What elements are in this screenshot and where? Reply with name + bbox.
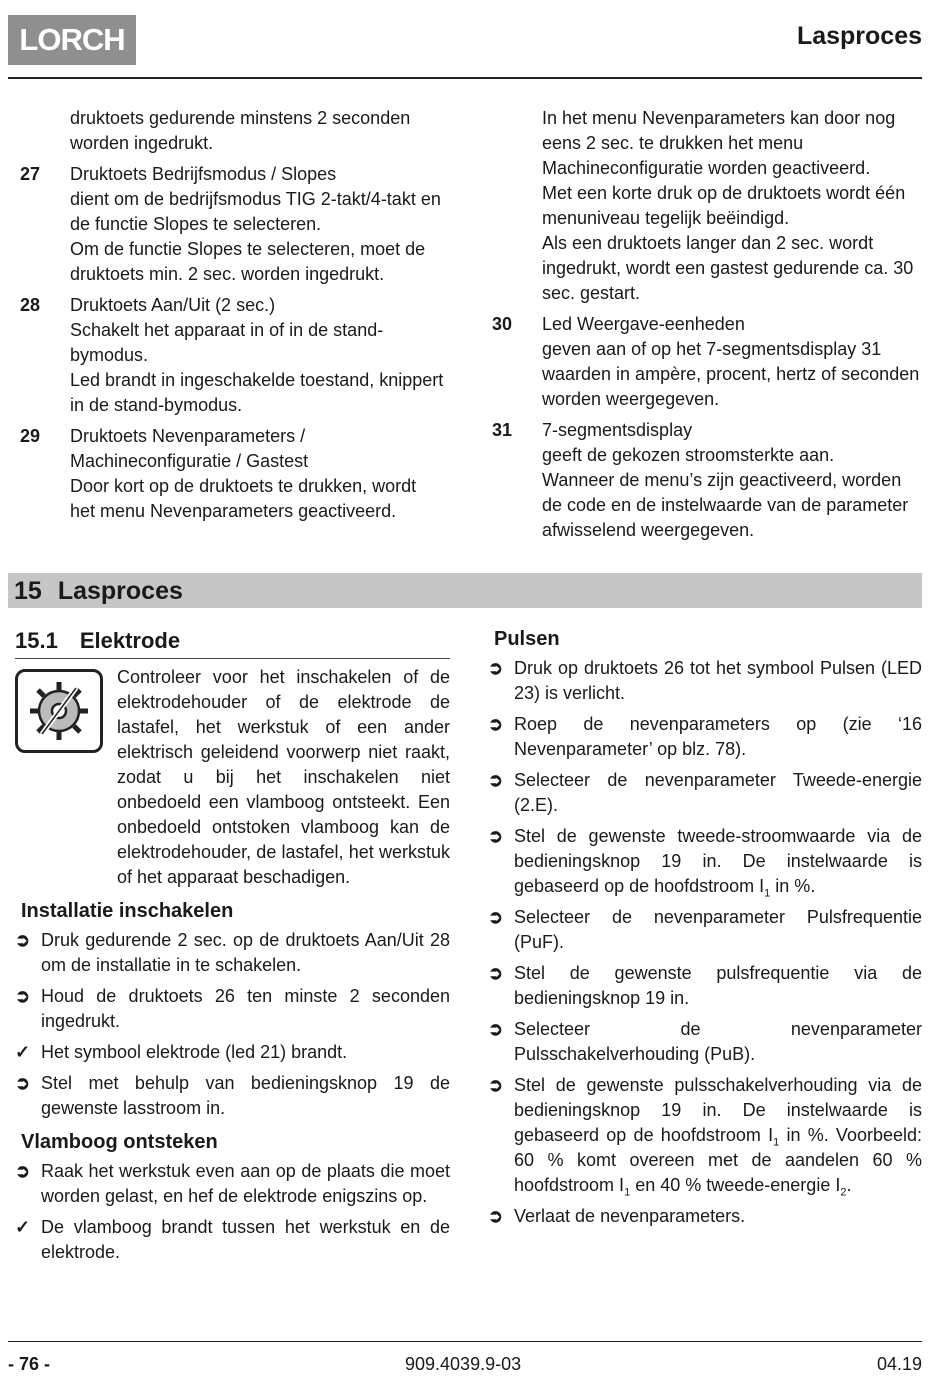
document-date: 04.19 <box>876 1354 922 1374</box>
step-bullet <box>15 928 450 978</box>
arrow-step-icon: ➲ <box>15 986 31 1006</box>
item-number: 28 <box>20 295 41 315</box>
step-bullet <box>488 656 922 706</box>
step-bullet <box>488 712 922 762</box>
item-description: Door kort op de druktoets te drukken, wordt het menu Nevenparameters geactiveerd. <box>70 476 417 521</box>
arrow-step-icon: ➲ <box>15 930 31 950</box>
check-result-icon: ✓ <box>15 1217 31 1237</box>
step-bullet <box>488 824 922 899</box>
bullet-text: Selecteer de nevenparameter Pulsschakelverhouding (PuB). <box>514 1019 922 1064</box>
bullet-text: Houd de druktoets 26 ten minste 2 seconden ingedrukt. <box>41 986 450 1031</box>
bullet-text: Druk gedurende 2 sec. op de druktoets Aan/Uit 28 om de installatie in te schakelen. <box>41 930 450 975</box>
item-number: 29 <box>20 426 41 446</box>
gear-warning-icon <box>15 669 103 753</box>
subscript: 1 <box>773 1136 780 1149</box>
arrow-step-icon: ➲ <box>488 826 504 846</box>
subsection-number: 15.1 <box>15 628 58 653</box>
arrow-step-icon: ➲ <box>15 1161 31 1181</box>
continued-text: Met een korte druk op de druktoets wordt één menuniveau tegelijk beëindigd. <box>542 183 906 228</box>
item-description: geeft de gekozen stroomsterkte aan. <box>542 445 835 465</box>
step-bullet <box>15 1071 450 1121</box>
arrow-step-icon: ➲ <box>488 1019 504 1039</box>
top-left-column <box>20 106 446 530</box>
bullet-text: Stel de gewenste pulsschakelverhouding via de bedieningsknop 19 in. De instelwaarde is gebaseerd op de hoofdstroom I <box>514 1075 922 1145</box>
item-description: Om de functie Slopes te selecteren, moet de druktoets min. 2 sec. worden ingedrukt. <box>70 239 426 284</box>
bullet-text: . <box>846 1175 852 1195</box>
numbered-item <box>492 312 922 412</box>
section-heading <box>8 573 922 608</box>
item-description: geven aan of op het 7-segmentsdisplay 31 waarden in ampère, procent, hertz of seconden worden weergegeven. <box>542 339 920 409</box>
warning-note <box>15 665 450 890</box>
bottom-right-column <box>488 626 922 1235</box>
document-number: 909.4039.9-03 <box>405 1354 522 1374</box>
continued-text: druktoets gedurende minstens 2 seconden worden ingedrukt. <box>70 108 411 153</box>
bullet-text: Selecteer de nevenparameter Tweede-energie (2.E). <box>514 770 922 815</box>
bullet-text: in %. Voorbeeld: 60 % komt overeen met de aandelen 60 % hoofdstroom I <box>514 1125 922 1195</box>
bullet-text: Stel de gewenste tweede-stroomwaarde via de bedieningsknop 19 in. De instelwaarde is gebaseerd op de hoofdstroom I <box>514 826 922 896</box>
item-description: Led brandt in ingeschakelde toestand, knippert in de stand-bymodus. <box>70 370 444 415</box>
continued-text: Als een druktoets langer dan 2 sec. wordt ingedrukt, wordt een gastest gedurende ca. 30 sec. gestart. <box>542 233 914 303</box>
numbered-item <box>492 418 922 543</box>
bullet-text: Selecteer de nevenparameter Pulsfrequentie (PuF). <box>514 907 922 952</box>
item-title: Druktoets Nevenparameters / Machineconfiguratie / Gastest <box>70 426 309 471</box>
arrow-step-icon: ➲ <box>488 658 504 678</box>
arrow-step-icon: ➲ <box>488 963 504 983</box>
subsection-title: Elektrode <box>79 628 181 653</box>
page-number: - 76 - <box>8 1354 51 1374</box>
bullet-text: in %. <box>770 876 816 896</box>
arrow-step-icon: ➲ <box>488 1075 504 1095</box>
step-bullet <box>488 1204 922 1229</box>
page-header-title: Lasproces <box>796 22 922 50</box>
subsection-heading <box>15 626 450 659</box>
procedure-heading: Vlamboog ontsteken <box>21 1131 218 1153</box>
bullet-text: Druk op druktoets 26 tot het symbool Pulsen (LED 23) is verlicht. <box>514 658 922 703</box>
item-number: 31 <box>492 420 513 440</box>
subscript: 1 <box>764 887 771 900</box>
item-title: 7-segmentsdisplay <box>542 420 693 440</box>
check-result-icon: ✓ <box>15 1042 31 1062</box>
bullet-text: Stel de gewenste pulsfrequentie via de bedieningsknop 19 in. <box>514 963 922 1008</box>
numbered-item <box>20 162 446 287</box>
arrow-step-icon: ➲ <box>488 907 504 927</box>
numbered-item <box>20 293 446 418</box>
item-description: Schakelt het apparaat in of in de stand-bymodus. <box>70 320 384 365</box>
step-bullet <box>15 984 450 1034</box>
subscript: 2 <box>840 1186 847 1199</box>
bullet-text: De vlamboog brandt tussen het werkstuk en de elektrode. <box>41 1217 450 1262</box>
bullet-text: Verlaat de nevenparameters. <box>514 1206 746 1226</box>
continued-text: In het menu Nevenparameters kan door nog eens 2 sec. te drukken het menu Machineconfiguratie worden geactiveerd. <box>542 108 896 178</box>
lorch-logo: LORCH <box>8 15 136 65</box>
arrow-step-icon: ➲ <box>488 714 504 734</box>
bullet-text: Het symbool elektrode (led 21) brandt. <box>41 1042 348 1062</box>
item-title: Druktoets Bedrijfsmodus / Slopes <box>70 164 337 184</box>
step-bullet <box>488 768 922 818</box>
item-title: Led Weergave-eenheden <box>542 314 745 334</box>
step-bullet <box>488 1073 922 1198</box>
section-number: 15 <box>14 577 42 605</box>
procedure-list <box>488 656 922 1229</box>
item-description: dient om de bedrijfsmodus TIG 2-takt/4-takt en de functie Slopes te selecteren. <box>70 189 441 234</box>
procedure-heading: Installatie inschakelen <box>21 900 234 922</box>
section-title: Lasproces <box>57 577 183 605</box>
footer-divider <box>8 1341 922 1342</box>
warning-text: Controleer voor het inschakelen of de elektrodehouder of de elektrode de lastafel, het werkstuk of een ander elektrisch geleidend voorwerp niet raakt, zodat u bij het inschakelen niet onbedoeld een vlamboog ontsteekt. Een onbedoeld ontstoken vlamboog kan de elektrodehouder, de lastafel, het werkstuk of het apparaat beschadigen. <box>117 667 450 887</box>
numbered-item <box>20 424 446 524</box>
header-divider <box>8 77 922 79</box>
step-bullet <box>488 961 922 1011</box>
step-bullet <box>488 1017 922 1067</box>
bullet-text: Roep de nevenparameters op (zie ‘16 Nevenparameter’ op blz. 78). <box>514 714 922 759</box>
subscript: 1 <box>624 1186 631 1199</box>
result-bullet <box>15 1215 450 1265</box>
arrow-step-icon: ➲ <box>488 770 504 790</box>
item-description: Wanneer de menu’s zijn geactiveerd, worden de code en de instelwaarde van de parameter afwisselend weergegeven. <box>542 470 909 540</box>
arrow-step-icon: ➲ <box>488 1206 504 1226</box>
bottom-left-column <box>15 626 450 1271</box>
item-number: 27 <box>20 164 41 184</box>
procedure-heading: Pulsen <box>494 628 560 650</box>
item-title: Druktoets Aan/Uit (2 sec.) <box>70 295 276 315</box>
step-bullet <box>488 905 922 955</box>
step-bullet <box>15 1159 450 1209</box>
procedure-list <box>15 1159 450 1265</box>
item-number: 30 <box>492 314 513 334</box>
arrow-step-icon: ➲ <box>15 1073 31 1093</box>
bullet-text: Raak het werkstuk even aan op de plaats die moet worden gelast, en hef de elektrode enigszins op. <box>41 1161 450 1206</box>
procedure-list <box>15 928 450 1121</box>
bullet-text: en 40 % tweede-energie I <box>630 1175 841 1195</box>
result-bullet <box>15 1040 450 1065</box>
top-right-column <box>492 106 922 549</box>
bullet-text: Stel met behulp van bedieningsknop 19 de gewenste lasstroom in. <box>41 1073 450 1118</box>
